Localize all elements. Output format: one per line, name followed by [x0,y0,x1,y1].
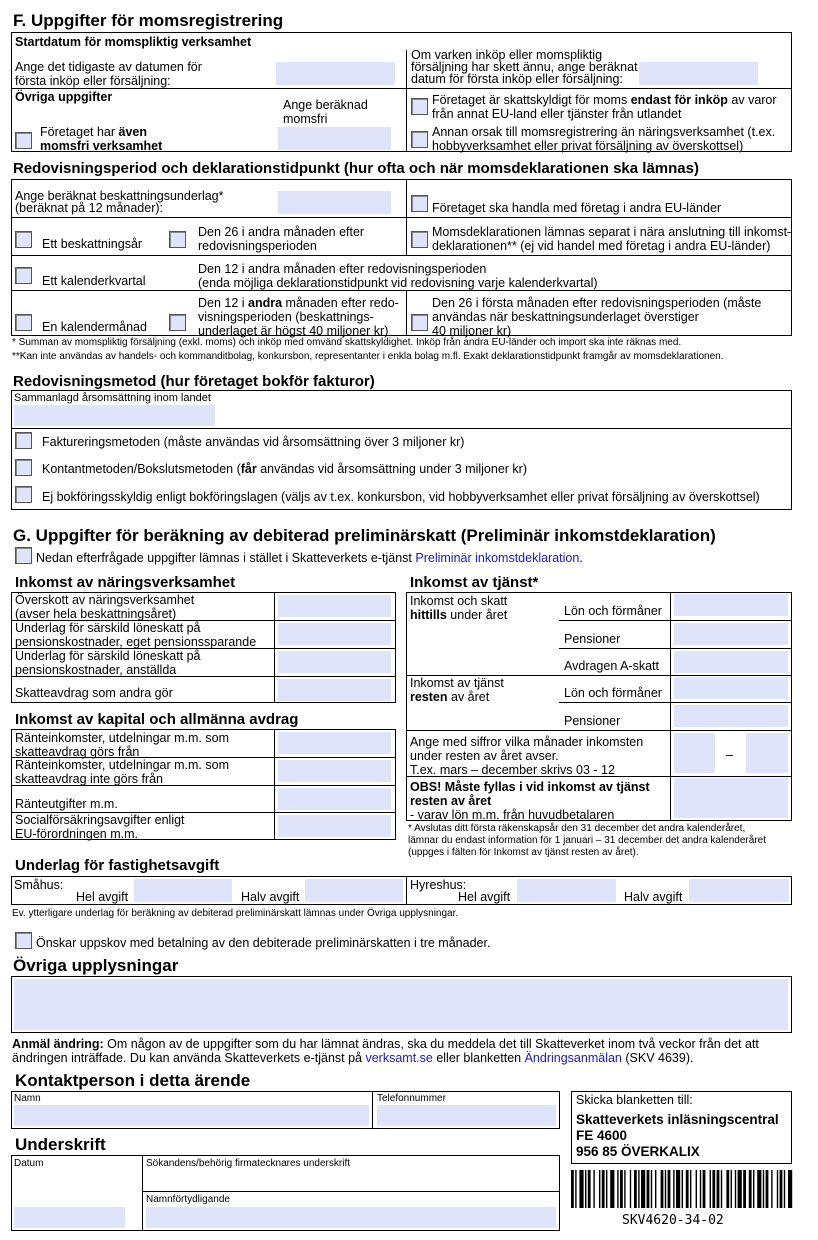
barcode-bar [696,1170,697,1208]
andringsanmalan-link[interactable]: Ändringsanmälan [524,1051,622,1065]
barcode-bar [712,1170,715,1208]
barcode-bar [771,1170,772,1208]
d26m-checkbox[interactable] [411,314,428,331]
namnfortydligande-input[interactable] [146,1207,556,1228]
manader-label: Ange med siffror vilka månader inkomsten under resten av året avser. T.ex. mars – december skrivs 03 - 12 [410,735,644,777]
ranta-ejgors-label: Ränteinkomster, utdelningar m.m. som skatteavdrag inte görs från [15,758,229,786]
resten-label: Inkomst av tjänst resten av året [410,676,504,704]
separat-label: Momsdeklarationen lämnas separat i nära anslutning till inkomst- deklarationen** (ej vid handel med företag i andra EU-länder) [432,225,792,253]
manad-till-input[interactable] [746,733,788,773]
smahus-halv-input[interactable] [305,879,403,902]
underlag-label-1: Ange beräknat beskattningsunderlag* [15,189,224,203]
skatteavdrag-input[interactable] [278,679,391,701]
barcode-bar [703,1170,706,1208]
barcode-bar [579,1170,583,1208]
sokandens-label: Sökandens/behörig firmatecknares underskrift [146,1158,350,1169]
obs-label: OBS! Måste fyllas i vid inkomst av tjänst resten av året - varav lön m.m. från huvudbetalaren [410,780,650,822]
huvudbetalare-input[interactable] [674,778,788,818]
kontakt-title: Kontaktperson i detta ärende [15,1071,251,1090]
ranta-gors-input[interactable] [278,732,391,754]
kontant-checkbox[interactable] [15,459,32,476]
sarskild-eget-input[interactable] [278,623,391,645]
kalendermanad-label: En kalendermånad [42,320,147,334]
barcode-bar [682,1170,683,1208]
namn-label: Namn [14,1093,41,1104]
hyreshus-hel-label: Hel avgift [458,890,511,904]
barcode-bar [738,1170,742,1208]
annan-orsak-checkbox[interactable] [411,131,428,148]
uppskov-checkbox[interactable] [15,932,32,949]
earliest-date-input[interactable] [276,62,395,85]
barcode-bar [599,1170,600,1208]
resten-pension-input[interactable] [674,705,788,727]
barcode-bar [647,1170,650,1208]
barcode-bar [634,1170,637,1208]
resten-pension-label: Pensioner [564,714,621,728]
kalenderkvartal-label: Ett kalenderkvartal [42,274,146,288]
barcode-bar [655,1170,656,1208]
barcode-bar [585,1170,586,1208]
underskrift-title: Underskrift [15,1135,106,1154]
barcode-bar [588,1170,591,1208]
hittills-lon-input[interactable] [674,594,788,616]
social-input[interactable] [278,815,391,837]
a-skatt-label: Avdragen A-skatt [564,659,659,673]
ranteutgifter-label: Ränteutgifter m.m. [15,797,118,811]
barcode-bar [673,1170,674,1208]
barcode-bar [661,1170,664,1208]
barcode-bar [743,1170,746,1208]
omsattning-label: Sammanlagd årsomsättning inom landet [14,392,211,404]
resten-lon-input[interactable] [674,677,788,699]
barcode-bar [624,1170,625,1208]
barcode-bar [757,1170,761,1208]
barcode-bar [620,1170,623,1208]
d12m-checkbox[interactable] [169,314,186,331]
annan-orsak-label: Annan orsak till momsregistrering än näringsverksamhet (t.ex. hobbyverksamhet eller privat försäljning av överskottsel) [432,125,776,153]
tjanst-footnote: * Avslutas ditt första räkenskapsår den 31 december det andra kalenderåret, lämnar du endast information för 1 januari – 31 december det andra kalenderåret (uppges i fälten för Inkomst av tjänst resten av året). [408,823,766,858]
d12m-label: Den 12 i andra månaden efter redo- visningsperioden (beskattnings- underlaget är högst 40 miljoner kr) [198,296,399,338]
ranta-gors-label: Ränteinkomster, utdelningar m.m. som skatteavdrag görs från [15,731,229,759]
skatteavdrag-label: Skatteavdrag som andra gör [15,686,173,700]
barcode-bar [610,1170,614,1208]
namnfortydligande-label: Namnförtydligande [146,1194,230,1205]
barcode-bar [686,1170,689,1208]
hittills-lon-label: Lön och förmåner [564,604,662,618]
ovriga-textarea[interactable] [14,979,788,1030]
eu-handel-label: Företaget ska handla med företag i andra EU-länder [432,201,722,215]
barcode-bar [784,1170,785,1208]
skattskyldig-checkbox-label: Företaget är skattskyldigt för moms endast för inköp av varor från annat EU-land eller tjänster från utlandet [432,93,777,121]
footnote-1: * Summan av momspliktig försäljning (exkl. moms) och inköp med omvänd skattskyldighet. Inköp från andra EU-länder och import ska inte räknas med. [12,337,682,348]
barcode-bar [575,1170,576,1208]
smahus-halv-label: Halv avgift [241,890,300,904]
verksamt-link[interactable]: verksamt.se [365,1051,433,1065]
barcode-bar [735,1170,736,1208]
barcode-bar [668,1170,671,1208]
barcode-bar [665,1170,666,1208]
omsattning-input[interactable] [14,405,215,426]
momsfri-checkbox[interactable] [15,132,32,149]
barcode-bar [717,1170,720,1208]
ranteutgifter-input[interactable] [278,788,391,810]
smahus-hel-label: Hel avgift [76,890,129,904]
anmal-andring-text: Anmäl ändring: Om någon av de uppgifter som du har lämnat ändras, ska du meddela det till Skatteverket inom två veckor från det att ändringen inträffade. Du kan använda Skatteverkets e-tjänst på verksamt.se eller blanketten Ändringsanmälan (SKV 4639). [12,1037,759,1065]
naring-heading: Inkomst av näringsverksamhet [15,574,236,591]
tjanst-heading: Inkomst av tjänst* [410,574,539,591]
barcode-bar [777,1170,778,1208]
smahus-hel-input[interactable] [134,879,232,902]
barcode-bar [690,1170,691,1208]
faktura-label: Faktureringsmetoden (måste användas vid årsomsättning över 3 miljoner kr) [42,435,465,449]
estimated-date-input[interactable] [639,62,758,85]
ovriga-uppgifter-heading: Övriga uppgifter [15,90,113,104]
section-f-title: F. Uppgifter för momsregistrering [13,11,284,30]
barcode-bar [630,1170,631,1208]
etjanst-checkbox[interactable] [15,547,32,564]
d26-checkbox[interactable] [169,231,186,248]
faktura-checkbox[interactable] [15,432,32,449]
hyreshus-halv-label: Halv avgift [624,890,683,904]
manad-fran-input[interactable] [674,733,715,773]
barcode [571,1170,793,1208]
barcode-bar [763,1170,764,1208]
skattskyldig-checkbox[interactable] [411,98,428,115]
neither-label-3: datum för första inköp eller försäljning: [411,72,623,86]
fastighet-heading: Underlag för fastighetsavgift [15,857,220,874]
sarskild-eget-label: Underlag för särskild löneskatt på pensionskostnader, eget pensionssparande [15,621,257,649]
barcode-bar [676,1170,680,1208]
kapital-heading: Inkomst av kapital och allmänna avdrag [15,711,299,728]
barcode-bar [753,1170,754,1208]
kalenderkvartal-checkbox[interactable] [15,267,32,284]
kontant-label: Kontantmetoden/Bokslutsmetoden (får användas vid årsomsättning under 3 miljoner kr) [42,462,527,476]
underlag-input[interactable] [278,191,391,214]
redovisningsperiod-title: Redovisningsperiod och deklarationstidpunkt (hur ofta och när momsdeklarationen ska lämnas) [13,160,699,177]
barcode-bar [606,1170,607,1208]
barcode-bar [651,1170,652,1208]
eu-handel-checkbox[interactable] [411,195,428,212]
barcode-bar [700,1170,701,1208]
d26-label: Den 26 i andra månaden efter redovisningsperioden [198,225,365,253]
skicka-label: Skicka blanketten till: [576,1093,693,1107]
ovriga-title: Övriga upplysningar [13,956,179,975]
kalendermanad-checkbox[interactable] [15,314,32,331]
social-label: Socialförsäkringsavgifter enligt EU-förordningen m.m. [15,813,185,841]
hyreshus-hel-input[interactable] [517,879,616,902]
barcode-bar [780,1170,783,1208]
hittills-pension-label: Pensioner [564,632,621,646]
skicka-address: Skatteverkets inläsningscentral FE 4600 956 85 ÖVERKALIX [576,1112,779,1159]
footnote-2: **Kan inte användas av handels- och kommanditbolag, konkursbon, representanter i enkla bolag m.fl. Exakt deklarationstidpunkt framgår av momsdeklarationen. [12,351,724,362]
etjanst-label: Nedan efterfrågade uppgifter lämnas i stället i Skatteverkets e-tjänst Preliminär inkomstdeklaration. [36,551,583,565]
hittills-pension-input[interactable] [674,623,788,645]
neither-label-2: försäljning har skett ännu, ange beräknat [411,60,638,74]
separat-checkbox[interactable] [411,231,428,248]
telefon-input[interactable] [377,1105,556,1126]
barcode-bar [710,1170,711,1208]
a-skatt-input[interactable] [674,651,788,673]
momsfri-amount-label: Ange beräknad momsfri [283,98,368,126]
barcode-bar [617,1170,618,1208]
barcode-bar [641,1170,645,1208]
barcode-bar [593,1170,594,1208]
hittills-label: Inkomst och skatt hittills under året [410,594,508,622]
barcode-bar [602,1170,605,1208]
hyreshus-halv-input[interactable] [689,879,789,902]
datum-input[interactable] [14,1207,125,1228]
beskattningsar-label: Ett beskattningsår [42,237,143,251]
barcode-bar [721,1170,722,1208]
redovisningsmetod-title: Redovisningsmetod (hur företaget bokför fakturor) [13,373,375,390]
beskattningsar-checkbox[interactable] [15,231,32,248]
smahus-label: Småhus: [14,878,64,892]
barcode-bar [788,1170,792,1208]
d26m-label: Den 26 i första månaden efter redovisningsperioden (måste användas när beskattningsunderlaget överstiger 40 miljoner kr) [432,296,762,338]
sarskild-anst-input[interactable] [278,651,391,673]
barcode-bar [731,1170,732,1208]
datum-label: Datum [14,1158,44,1169]
namn-input[interactable] [14,1105,369,1126]
momsfri-amount-input[interactable] [278,127,391,150]
ej-bokforing-label: Ej bokföringsskyldig enligt bokföringslagen (väljs av t.ex. konkursbon, vid hobbyverksamhet eller privat försäljning av överskottsel) [42,490,760,504]
barcode-bar [749,1170,752,1208]
ytterligare-note: Ev. ytterligare underlag för beräkning av debiterad preliminärskatt lämnas under Övriga upplysningar. [12,908,459,919]
ranta-ejgors-input[interactable] [278,760,391,782]
form-code: SKV4620-34-02 [622,1213,724,1228]
telefon-label: Telefonnummer [377,1093,446,1104]
section-g-title: G. Uppgifter för beräkning av debiterad preliminärskatt (Preliminär inkomstdeklaration) [13,526,716,545]
neither-label-1: Om varken inköp eller momspliktig [411,48,603,62]
hyreshus-label: Hyreshus: [410,878,467,892]
barcode-bar [638,1170,639,1208]
underlag-label-2: (beräknat på 12 månader): [15,201,164,215]
overskott-label: Överskott av näringsverksamhet (avser hela beskattningsåret) [15,593,195,621]
prelim-link[interactable]: Preliminär inkomstdeklaration [415,551,580,565]
sarskild-anst-label: Underlag för särskild löneskatt på pensionskostnader, anställda [15,649,201,677]
uppskov-label: Önskar uppskov med betalning av den debiterade preliminärskatten i tre månader. [36,936,491,950]
d12q-label: Den 12 i andra månaden efter redovisningsperioden (enda möjliga deklarationstidpunkt vid redovisning varje kalenderkvartal) [198,262,598,290]
barcode-bar [571,1170,574,1208]
ej-bokforing-checkbox[interactable] [15,486,32,503]
resten-lon-label: Lön och förmåner [564,686,662,700]
startdatum-heading: Startdatum för momspliktig verksamhet [15,35,252,49]
earliest-date-label: Ange det tidigaste av datumen för första inköp eller försäljning: [15,60,202,88]
barcode-bar [726,1170,729,1208]
manad-dash: – [726,748,733,762]
barcode-bar [766,1170,769,1208]
momsfri-checkbox-label: Företaget har även momsfri verksamhet [40,125,163,153]
overskott-input[interactable] [278,595,391,617]
